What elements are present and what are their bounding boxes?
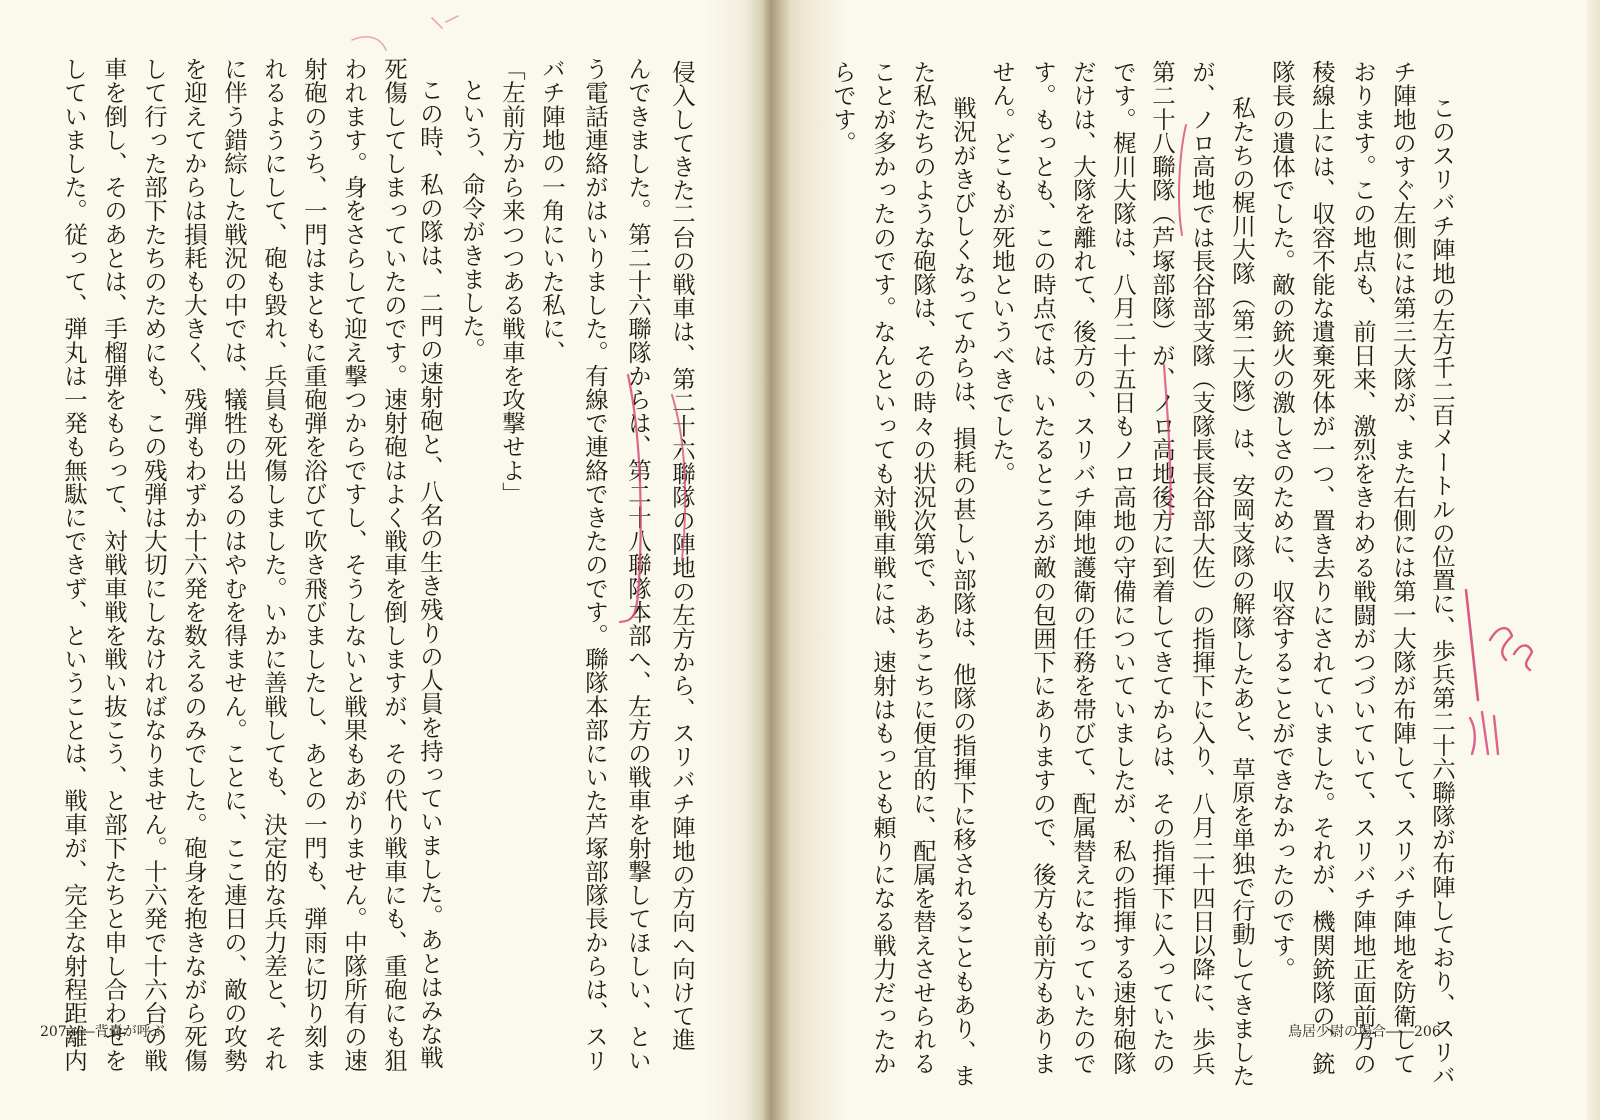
text-column: していました。従って、弾丸は一発も無駄にできず、ということは、戦車が、完全な射程距離内 [60, 57, 88, 1072]
text-column: 隊長の遺体でした。敵の銃火の激しさのために、収容することができなかったのです。 [1268, 60, 1296, 981]
text-column: ことが多かったのです。なんといっても対戦車戦には、速射はもっとも頼りになる戦力だったか [869, 60, 897, 1075]
page-folio-right: 鳥居少尉の場合――206 [1288, 1024, 1441, 1040]
text-column: 私たちの梶川大隊（第二大隊）は、安岡支隊の解隊したあと、草原を単独で行動してきました [1228, 96, 1256, 1088]
left-page [0, 0, 760, 1120]
text-column: 「左前方から来つつある戦車を攻撃せよ」 [498, 57, 526, 506]
text-column: 車を倒し、そのあとは、手榴弾をもらって、対戦車戦を戦い抜こう、と部下たちと申し合わせを [100, 57, 128, 1072]
text-column: 死傷してしまっていたのです。速射砲はよく戦車を倒しますが、その代り戦車にも、重砲にも狙 [380, 57, 408, 1072]
text-column: 稜線上には、収容不能な遺棄死体が一つ、置き去りにされていました。それが、機関銃隊の、銃 [1308, 60, 1336, 1075]
text-column: という、命令がきました。 [458, 78, 486, 362]
text-column: この時、私の隊は、二門の速射砲と、八名の生き残りの人員を持っていました。あとはみな戦 [416, 78, 444, 1070]
text-column: 射砲のうち、一門はまともに重砲弾を浴びて吹き飛びましたし、あとの一門も、弾雨に切り刻ま [300, 57, 328, 1072]
text-column: 戦況がきびしくなってからは、損耗の甚しい部隊は、他隊の指揮下に移されることもあり、ま [949, 96, 977, 1088]
text-column: う電話連絡がはいりました。有線で連絡できたのです。聯隊本部にいた芦塚部隊長からは、スリ [581, 57, 609, 1072]
text-column: が、ノロ高地では長谷部支隊（支隊長長谷部大佐）の指揮下に入り、八月二十四日以降に、歩兵 [1188, 60, 1216, 1075]
text-column: して行った部下たちのためにも、この残弾は大切にしなければなりません。十六発で十六台の戦 [140, 57, 168, 1072]
text-column: に伴う錯綜した戦況の中では、犠牲の出るのはやむを得ません。ことに、ここ連日の、敵の攻勢 [220, 57, 248, 1072]
text-column: んできました。第二十六聯隊からは、第二十八聯隊本部へ、左方の戦車を射撃してほしい、とい [624, 57, 652, 1072]
right-page [780, 0, 1600, 1120]
text-column: を迎えてからは損耗も大きく、残弾もわずか十六発を数えるのみでした。砲身を抱きながら死傷 [180, 57, 208, 1072]
text-column: た私たちのような砲隊は、その時々の状況次第で、あちこちに便宜的に、配属を替えさせられる [909, 60, 937, 1075]
text-column: チ陣地のすぐ左側には第三大隊が、また右側には第一大隊が布陣して、スリバチ陣地を防衛して [1389, 60, 1417, 1075]
page-edge [1586, 0, 1600, 1120]
text-column: 侵入してきた二台の戦車は、第二十六聯隊の陣地の左方から、スリバチ陣地の方向へ向けて進 [668, 60, 696, 1052]
text-column: せん。どこもが死地というべきでした。 [988, 60, 1016, 485]
page-folio-left: 207――背嚢が呼ぶ [40, 1024, 165, 1040]
text-column: このスリバチ陣地の左方千二百メートルの位置に、歩兵第二十六聯隊が布陣しており、スリバ [1428, 96, 1456, 1088]
text-column: れるようにして、砲も毀れ、兵員も死傷しました。いかに善戦しても、決定的な兵力差と、それ [260, 57, 288, 1072]
text-column: おります。この地点も、前日来、激烈をきわめる戦闘がつづいていて、スリバチ陣地正面前方の [1349, 60, 1377, 1075]
text-column: われます。身をさらして迎え撃つからですし、そうしないと戦果もあがりません。中隊所有の速 [340, 57, 368, 1072]
text-column: バチ陣地の一角にいた私に、 [538, 57, 566, 364]
text-column: だけは、大隊を離れて、後方の、スリバチ陣地護衛の任務を帯びて、配属替えになっていたので [1069, 60, 1097, 1075]
text-column: す。もっとも、この時点では、いたるところが敵の包囲下にありますので、後方も前方もありま [1029, 60, 1057, 1075]
text-column: です。梶川大隊は、八月二十五日もノロ高地の守備についていましたが、私の指揮する速射砲隊 [1109, 60, 1137, 1075]
text-column: 第二十八聯隊（芦塚部隊）が、ノロ高地後方に到着してきてからは、その指揮下に入っていたの [1148, 60, 1176, 1075]
text-column: らです。 [829, 60, 857, 155]
